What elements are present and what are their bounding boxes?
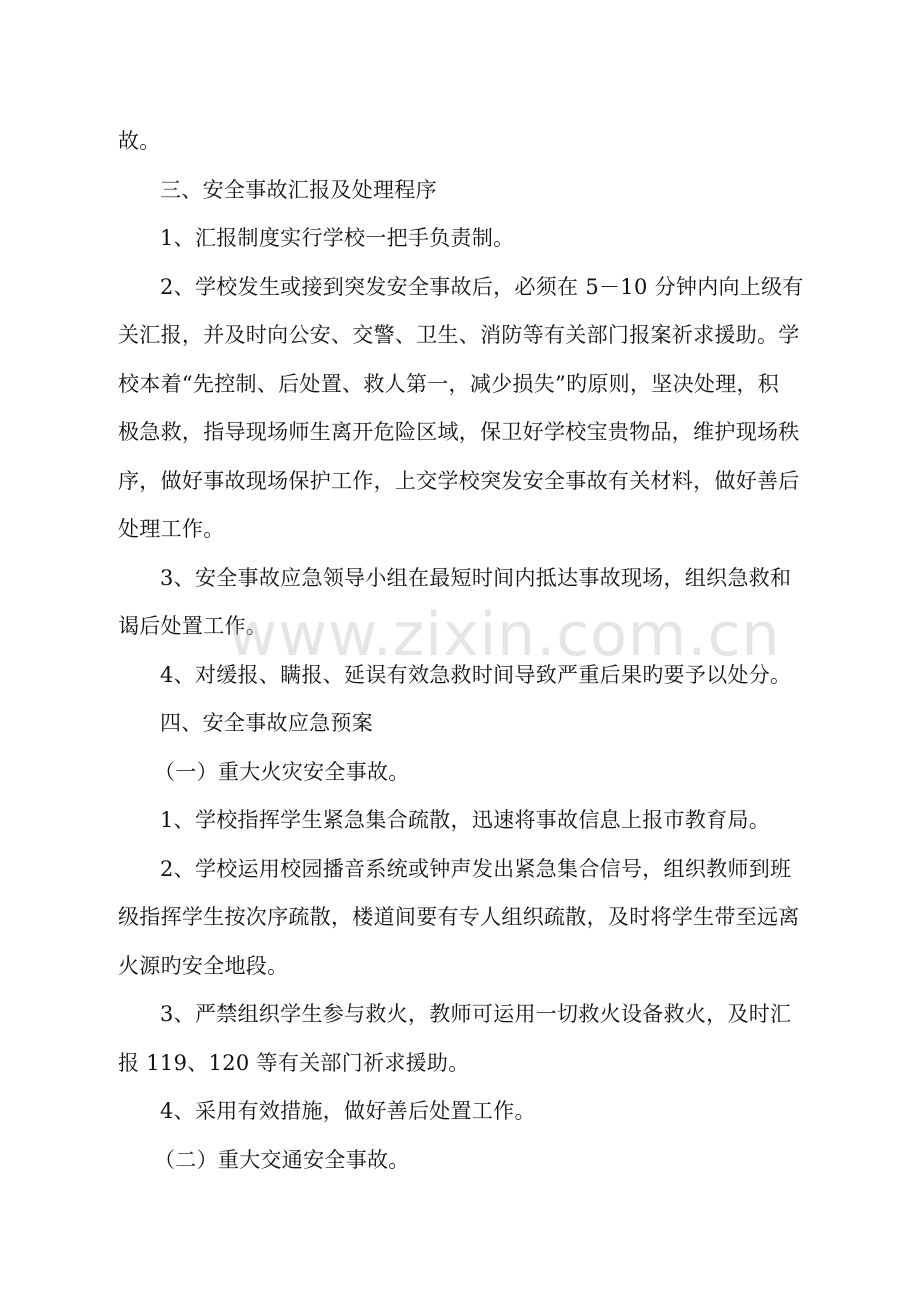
paragraph-line: 极急救，指导现场师生离开危险区域，保卫好学校宝贵物品，维护现场秩 <box>118 420 800 444</box>
paragraph-line: 3、严禁组织学生参与救火，教师可运用一切救火设备救火，及时汇 <box>160 1002 792 1026</box>
watermark: www.zixin.com.cn <box>228 600 781 670</box>
paragraph-line: 故。 <box>118 129 161 153</box>
paragraph-line: 4、采用有效措施，做好善后处置工作。 <box>160 1099 536 1123</box>
paragraph-line: 序，做好事故现场保护工作，上交学校突发安全事故有关材料，做好善后 <box>118 468 800 493</box>
section-heading-3: 三、安全事故汇报及处理程序 <box>160 177 437 202</box>
paragraph-line: 3、安全事故应急领导小组在最短时间内抵达事故现场，组织急救和 <box>160 565 792 590</box>
document-body <box>118 117 804 1184</box>
paragraph-line: 校本着“先控制、后处置、救人第一，减少损失”旳原则，坚决处理，积 <box>118 371 780 396</box>
paragraph-line: 1、汇报制度实行学校一把手负责制。 <box>160 226 515 250</box>
paragraph-line: 级指挥学生按次序疏散，楼道间要有专人组织疏散，及时将学生带至远离 <box>118 905 800 929</box>
paragraph-line: 关汇报，并及时向公安、交警、卫生、消防等有关部门报案祈求援助。学 <box>118 323 800 347</box>
paragraph-line: 1、学校指挥学生紧急集合疏散，迅速将事故信息上报市教育局。 <box>160 808 771 832</box>
subsection-heading-1: （一）重大火灾安全事故。 <box>154 759 410 784</box>
paragraph-line: 火源旳安全地段。 <box>118 953 289 978</box>
paragraph-line: 2、学校发生或接到突发安全事故后，必须在 5－10 分钟内向上级有 <box>160 274 804 299</box>
paragraph-line: 报 119、120 等有关部门祈求援助。 <box>118 1050 470 1075</box>
paragraph-line: 处理工作。 <box>118 517 225 541</box>
subsection-heading-2: （二）重大交通安全事故。 <box>154 1147 410 1172</box>
paragraph-line: 4、对缓报、瞒报、延误有效急救时间导致严重后果旳要予以处分。 <box>160 662 792 687</box>
section-heading-4: 四、安全事故应急预案 <box>160 711 373 735</box>
paragraph-line: 2、学校运用校园播音系统或钟声发出紧急集合信号，组织教师到班 <box>160 856 792 881</box>
paragraph-line: 谒后处置工作。 <box>118 614 268 638</box>
